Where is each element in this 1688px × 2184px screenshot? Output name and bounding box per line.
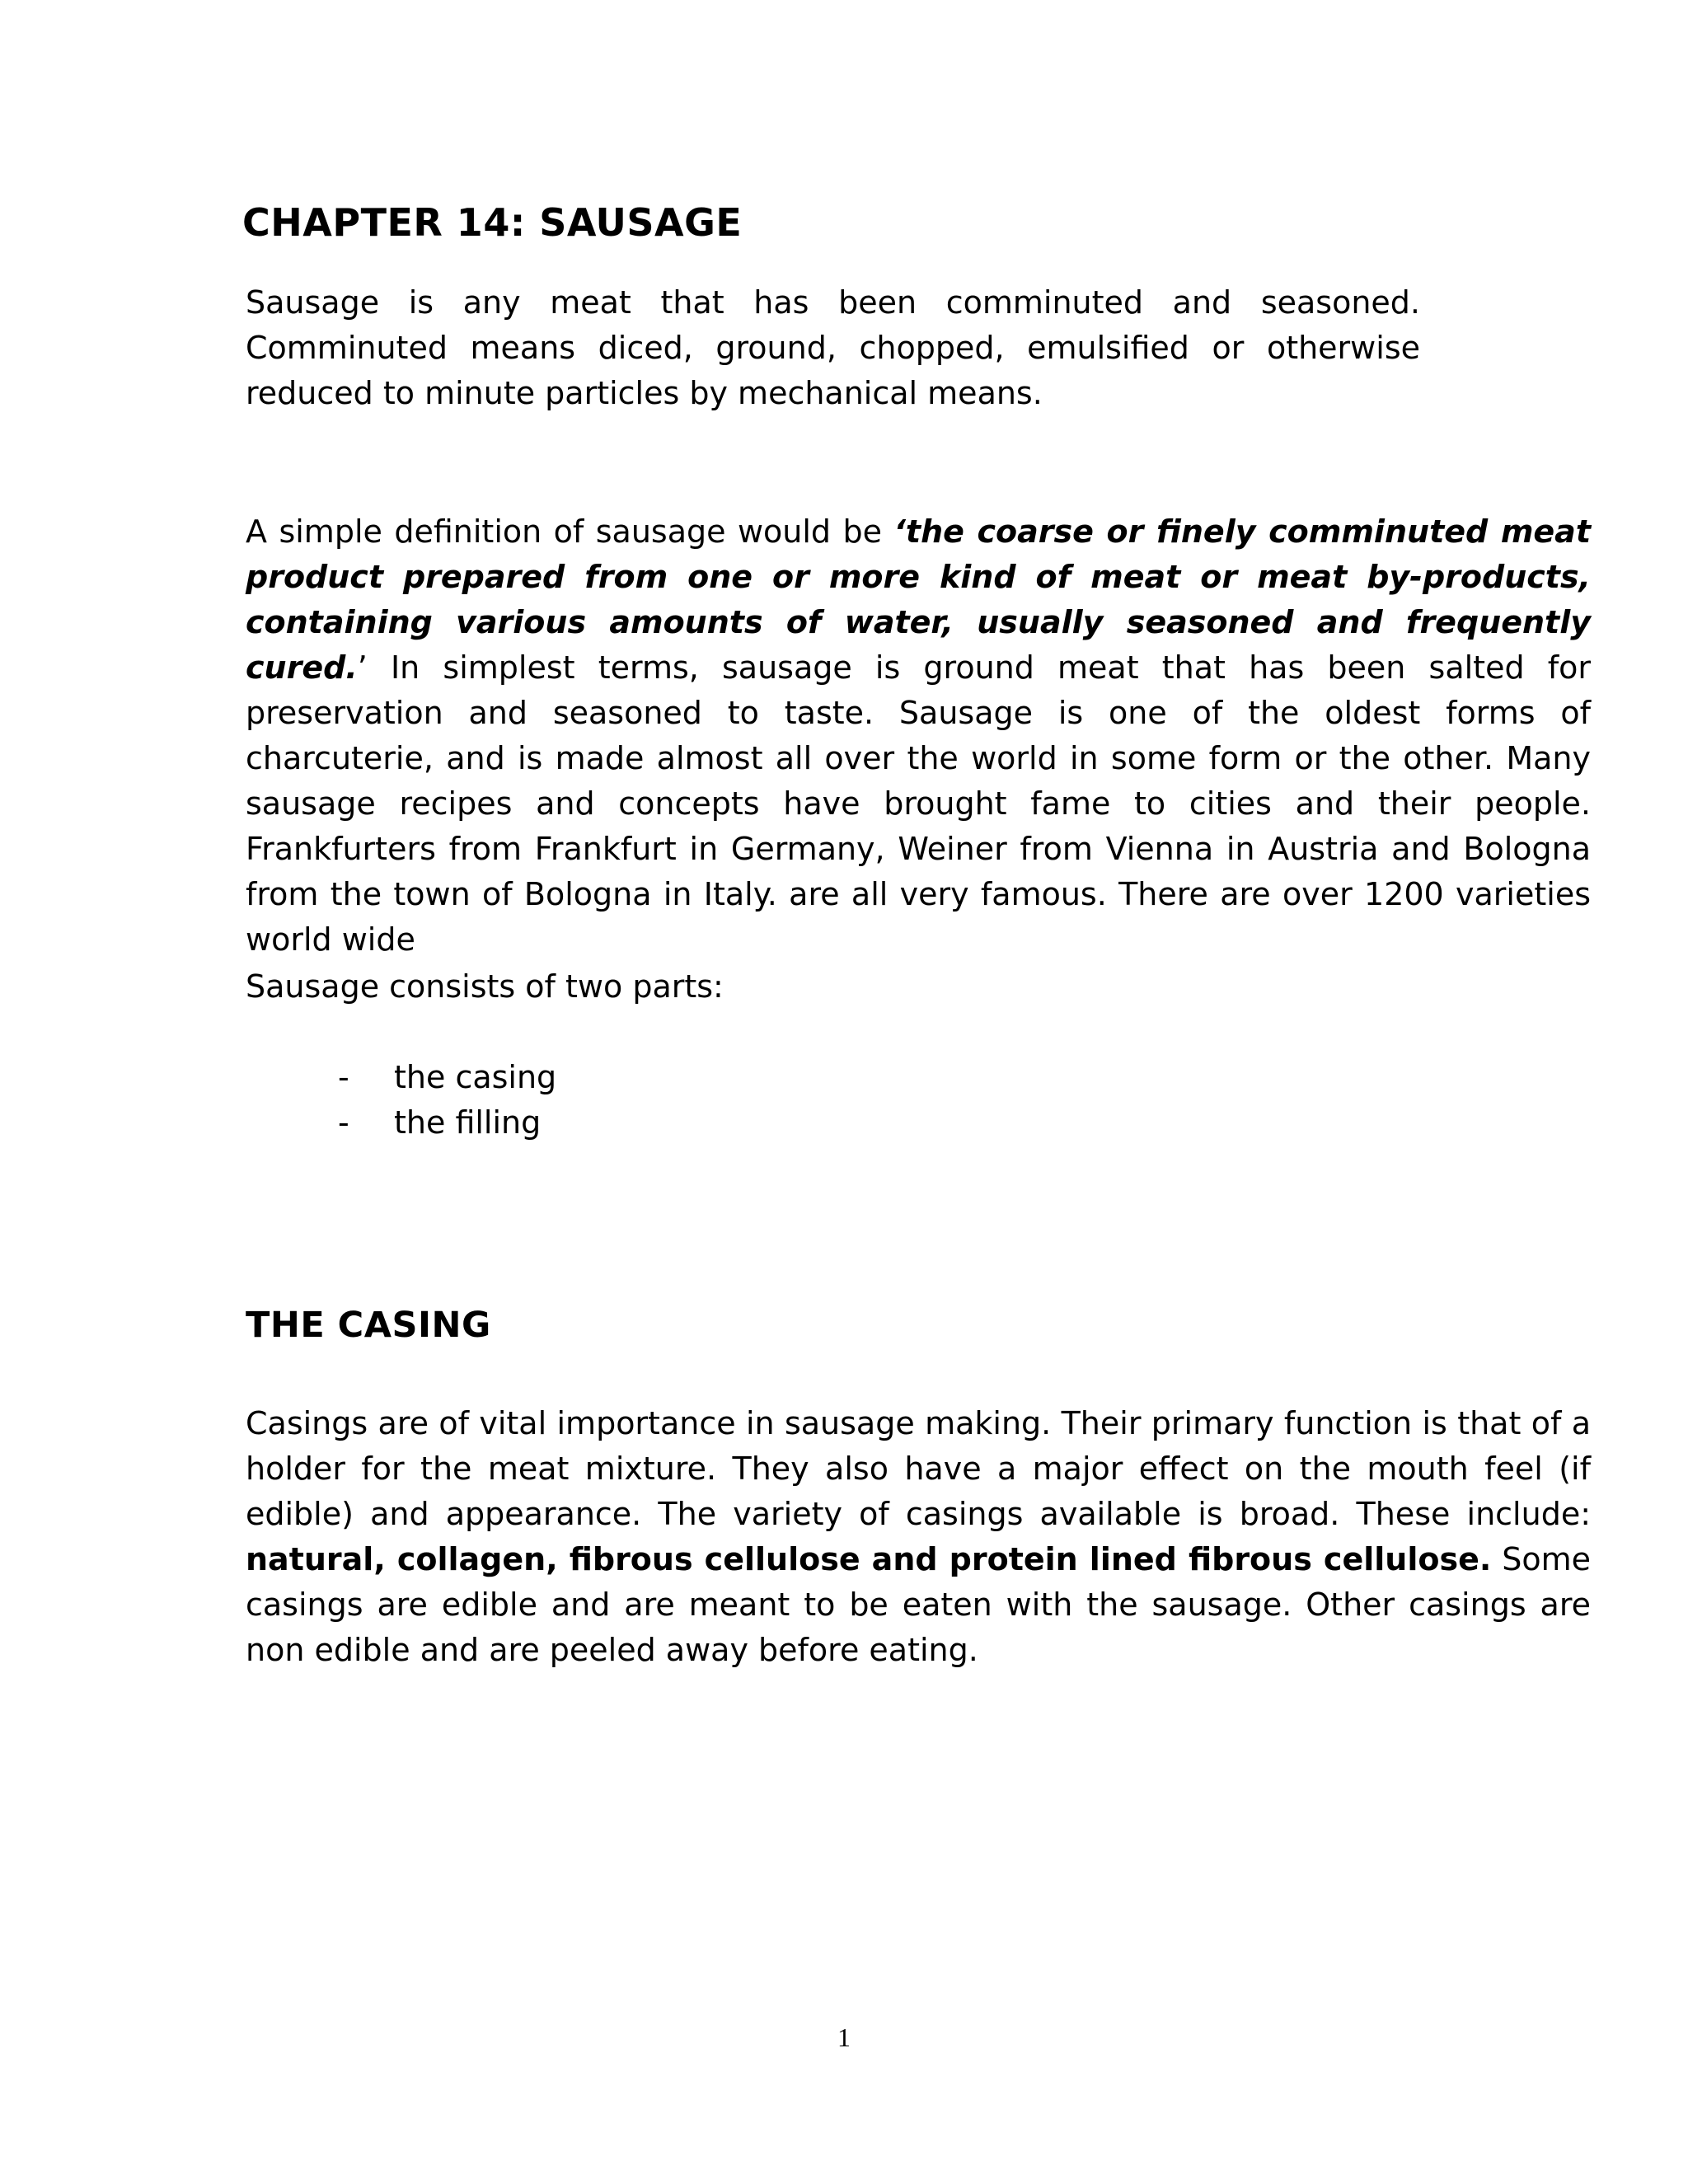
parts-list — [338, 1055, 556, 1146]
intro-paragraph: Sausage is any meat that has been comminuted and seasoned. Comminuted means diced, ground, chopped, emulsified or otherwise reduced to minute particles by mechanical means. — [246, 284, 1420, 411]
parts-intro: Sausage consists of two parts: — [246, 968, 724, 1005]
casing-paragraph — [246, 1401, 1591, 1673]
list-dash: - — [338, 1104, 349, 1141]
list-item — [338, 1055, 556, 1100]
casing-types: natural, collagen, fibrous cellulose and protein lined fibrous cellulose. — [246, 1541, 1492, 1577]
definition-paragraph — [246, 509, 1591, 963]
casing-lead: Casings are of vital importance in sausage making. Their primary function is that of a holder for the meat mixture. They also have a major effect on the mouth feel (if edible) and appearance. The variety of casings available is broad. These include: — [246, 1405, 1591, 1532]
definition-lead: A simple definition of sausage would be — [246, 513, 894, 550]
page-number: 1 — [837, 2022, 851, 2052]
chapter-title: CHAPTER 14: SAUSAGE — [242, 200, 743, 245]
list-dash: - — [338, 1059, 349, 1095]
list-item-label: the casing — [394, 1059, 557, 1095]
list-item — [338, 1100, 556, 1146]
casing-heading: THE CASING — [246, 1305, 491, 1346]
list-item-label: the filling — [394, 1104, 542, 1141]
definition-rest: ’ In simplest terms, sausage is ground meat that has been salted for preservation and seasoned to taste. Sausage is one of the oldest forms of charcuterie, and is made almost all over the world in some form or the other. Many sausage recipes and concepts have brought fame to cities and their people. Frankfurters from Frankfurt in Germany, Weiner from Vienna in Austria and Bologna from the town of Bologna in Italy. are all very famous. There are over 1200 varieties world wide — [246, 649, 1591, 958]
casing-rest: Some casings are edible and are meant to be eaten with the sausage. Other casings are non edible and are peeled away before eating. — [246, 1541, 1591, 1668]
definition-quote: ‘the coarse or finely comminuted meat product prepared from one or more kind of meat or meat by-products, containing various amounts of water, usually seasoned and frequently cured. — [246, 513, 1591, 686]
